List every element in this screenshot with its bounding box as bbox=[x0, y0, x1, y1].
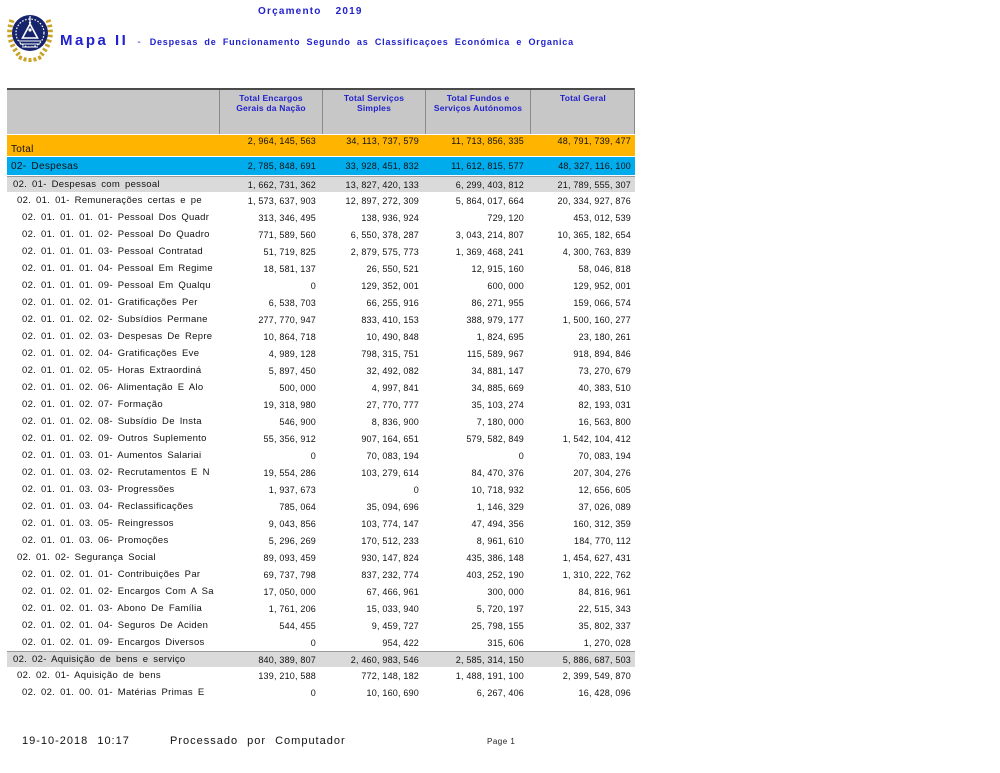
row-value: 6, 550, 378, 287 bbox=[350, 229, 419, 240]
column-header-encargos-gerais: Total Encargos Gerais da Nação bbox=[219, 90, 322, 134]
row-value: 771, 589, 560 bbox=[258, 229, 316, 240]
table-row bbox=[7, 430, 635, 447]
row-value: 129, 352, 001 bbox=[361, 280, 419, 291]
row-value: 84, 470, 376 bbox=[471, 467, 524, 478]
row-value: 2, 460, 983, 546 bbox=[350, 654, 419, 665]
row-value: 27, 770, 777 bbox=[366, 399, 419, 410]
row-value: 19, 318, 980 bbox=[263, 399, 316, 410]
row-value: 26, 550, 521 bbox=[366, 263, 419, 274]
table-row bbox=[7, 379, 635, 396]
map-subtitle: Despesas de Funcionamento Segundo as Classificaçoes Económica e Organica bbox=[149, 37, 574, 47]
row-label: 02. 01. 01. 02. 07- Formação bbox=[22, 399, 163, 410]
table-row bbox=[7, 396, 635, 413]
row-value: 207, 304, 276 bbox=[573, 467, 631, 478]
row-value: 12, 915, 160 bbox=[471, 263, 524, 274]
row-label: 02. 01. 01. 02. 02- Subsídios Permane bbox=[22, 314, 208, 325]
row-value: 546, 900 bbox=[279, 416, 316, 427]
row-value: 5, 720, 197 bbox=[476, 603, 524, 614]
row-value: 500, 000 bbox=[279, 382, 316, 393]
row-value: 300, 000 bbox=[487, 586, 524, 597]
row-value: 4, 997, 841 bbox=[371, 382, 419, 393]
row-value: 51, 719, 825 bbox=[263, 246, 316, 257]
row-label: 02. 01. 02. 01. 09- Encargos Diversos bbox=[22, 637, 205, 648]
row-value: 1, 310, 222, 762 bbox=[562, 569, 631, 580]
row-value: 25, 798, 155 bbox=[471, 620, 524, 631]
row-value: 785, 064 bbox=[279, 501, 316, 512]
row-value: 0 bbox=[310, 280, 316, 291]
row-label: 02. 02- Aquisição de bens e serviço bbox=[13, 654, 186, 665]
row-value: 10, 718, 932 bbox=[471, 484, 524, 495]
row-label: 02. 01- Despesas com pessoal bbox=[13, 179, 160, 190]
table-row bbox=[7, 549, 635, 566]
row-value: 10, 365, 182, 654 bbox=[557, 229, 631, 240]
table-row bbox=[7, 243, 635, 260]
row-value: 48, 327, 116, 100 bbox=[558, 161, 631, 171]
row-value: 22, 515, 343 bbox=[578, 603, 631, 614]
row-label: 02. 01. 01. 02. 08- Subsídio De Insta bbox=[22, 416, 202, 427]
row-value: 35, 802, 337 bbox=[578, 620, 631, 631]
row-value: 33, 928, 451, 832 bbox=[345, 161, 419, 171]
row-label: 02- Despesas bbox=[11, 160, 79, 172]
table-row bbox=[7, 413, 635, 430]
row-value: 798, 315, 751 bbox=[361, 348, 419, 359]
row-value: 32, 492, 082 bbox=[366, 365, 419, 376]
row-value: 2, 585, 314, 150 bbox=[455, 654, 524, 665]
row-value: 34, 881, 147 bbox=[471, 365, 524, 376]
table-row bbox=[7, 447, 635, 464]
row-label: 02. 01. 01. 03. 02- Recrutamentos E N bbox=[22, 467, 210, 478]
budget-table bbox=[7, 88, 635, 701]
row-value: 1, 937, 673 bbox=[268, 484, 316, 495]
document-title-text: Orçamento bbox=[258, 6, 322, 17]
row-value: 2, 964, 145, 563 bbox=[247, 136, 316, 146]
row-value: 3, 043, 214, 807 bbox=[455, 229, 524, 240]
row-value: 313, 346, 495 bbox=[258, 212, 316, 223]
row-label: 02. 01. 01. 02. 06- Alimentação E Alo bbox=[22, 382, 204, 393]
row-value: 1, 488, 191, 100 bbox=[455, 670, 524, 681]
row-value: 8, 961, 610 bbox=[476, 535, 524, 546]
row-value: 40, 383, 510 bbox=[578, 382, 631, 393]
row-value: 1, 146, 329 bbox=[476, 501, 524, 512]
row-value: 315, 606 bbox=[487, 637, 524, 648]
table-row bbox=[7, 515, 635, 532]
row-value: 544, 455 bbox=[279, 620, 316, 631]
document-year: 2019 bbox=[335, 6, 363, 17]
row-label: 02. 02. 01. 00. 01- Matérias Primas E bbox=[22, 687, 205, 698]
table-row bbox=[7, 157, 635, 175]
table-row bbox=[7, 192, 635, 209]
row-label: 02. 01. 01. 03. 05- Reingressos bbox=[22, 518, 174, 529]
row-value: 47, 494, 356 bbox=[471, 518, 524, 529]
row-value: 403, 252, 190 bbox=[466, 569, 524, 580]
table-row bbox=[7, 634, 635, 651]
row-value: 13, 827, 420, 133 bbox=[345, 179, 419, 190]
row-value: 129, 952, 001 bbox=[573, 280, 631, 291]
row-value: 6, 299, 403, 812 bbox=[455, 179, 524, 190]
row-value: 17, 050, 000 bbox=[263, 586, 316, 597]
row-value: 170, 512, 233 bbox=[361, 535, 419, 546]
row-value: 34, 885, 669 bbox=[471, 382, 524, 393]
map-title: Mapa II bbox=[60, 32, 129, 49]
row-value: 833, 410, 153 bbox=[361, 314, 419, 325]
row-value: 89, 093, 459 bbox=[263, 552, 316, 563]
row-value: 67, 466, 961 bbox=[366, 586, 419, 597]
row-value: 70, 083, 194 bbox=[578, 450, 631, 461]
column-header-servicos-simples: Total Serviços Simples bbox=[322, 90, 425, 134]
row-value: 55, 356, 912 bbox=[263, 433, 316, 444]
row-value: 5, 886, 687, 503 bbox=[562, 654, 631, 665]
row-value: 35, 103, 274 bbox=[471, 399, 524, 410]
row-label: 02. 01. 01. 01. 01- Pessoal Dos Quadr bbox=[22, 212, 210, 223]
row-label: 02. 01. 02. 01. 04- Seguros De Aciden bbox=[22, 620, 209, 631]
table-row bbox=[7, 362, 635, 379]
row-label: Total bbox=[11, 144, 34, 155]
row-value: 1, 824, 695 bbox=[476, 331, 524, 342]
row-label: 02. 01. 02. 01. 02- Encargos Com A Sa bbox=[22, 586, 214, 597]
row-value: 1, 500, 160, 277 bbox=[562, 314, 631, 325]
row-value: 388, 979, 177 bbox=[466, 314, 524, 325]
row-value: 930, 147, 824 bbox=[361, 552, 419, 563]
table-row bbox=[7, 176, 635, 192]
row-value: 10, 490, 848 bbox=[366, 331, 419, 342]
row-value: 48, 791, 739, 477 bbox=[557, 136, 631, 146]
row-label: 02. 01. 01. 02. 04- Gratificações Eve bbox=[22, 348, 200, 359]
row-value: 84, 816, 961 bbox=[578, 586, 631, 597]
table-row bbox=[7, 294, 635, 311]
row-value: 2, 879, 575, 773 bbox=[350, 246, 419, 257]
label-column-header bbox=[7, 90, 219, 134]
row-value: 138, 936, 924 bbox=[361, 212, 419, 223]
row-value: 58, 046, 818 bbox=[578, 263, 631, 274]
page-footer bbox=[0, 735, 1000, 755]
table-row bbox=[7, 209, 635, 226]
row-label: 02. 01. 01. 02. 01- Gratificações Per bbox=[22, 297, 198, 308]
row-value: 15, 033, 940 bbox=[366, 603, 419, 614]
table-row bbox=[7, 464, 635, 481]
row-value: 20, 334, 927, 876 bbox=[557, 195, 631, 206]
row-value: 1, 270, 028 bbox=[583, 637, 631, 648]
row-label: 02. 01. 01. 02. 09- Outros Suplemento bbox=[22, 433, 207, 444]
table-row bbox=[7, 311, 635, 328]
row-value: 5, 296, 269 bbox=[268, 535, 316, 546]
row-value: 11, 713, 856, 335 bbox=[451, 136, 524, 146]
row-value: 115, 589, 967 bbox=[467, 348, 524, 359]
row-value: 840, 389, 807 bbox=[258, 654, 316, 665]
row-label: 02. 02. 01- Aquisição de bens bbox=[17, 670, 161, 681]
row-value: 2, 399, 549, 870 bbox=[562, 670, 631, 681]
row-value: 954, 422 bbox=[382, 637, 419, 648]
row-value: 5, 864, 017, 664 bbox=[455, 195, 524, 206]
row-value: 103, 279, 614 bbox=[361, 467, 419, 478]
row-label: 02. 01. 01. 02. 05- Horas Extraordiná bbox=[22, 365, 202, 376]
row-value: 9, 459, 727 bbox=[371, 620, 419, 631]
table-row bbox=[7, 277, 635, 294]
row-value: 86, 271, 955 bbox=[471, 297, 524, 308]
row-label: 02. 01. 01. 01. 04- Pessoal Em Regime bbox=[22, 263, 213, 274]
table-row bbox=[7, 260, 635, 277]
row-value: 1, 761, 206 bbox=[268, 603, 316, 614]
row-value: 9, 043, 856 bbox=[268, 518, 316, 529]
row-value: 0 bbox=[518, 450, 524, 461]
row-value: 16, 563, 800 bbox=[578, 416, 631, 427]
table-row bbox=[7, 684, 635, 701]
row-value: 160, 312, 359 bbox=[573, 518, 631, 529]
row-value: 66, 255, 916 bbox=[366, 297, 419, 308]
row-label: 02. 01. 01. 01. 02- Pessoal Do Quadro bbox=[22, 229, 210, 240]
row-label: 02. 01. 01- Remunerações certas e pe bbox=[17, 195, 202, 206]
table-header-row bbox=[7, 88, 635, 134]
row-value: 70, 083, 194 bbox=[366, 450, 419, 461]
row-value: 12, 656, 605 bbox=[578, 484, 631, 495]
row-value: 139, 210, 588 bbox=[258, 670, 316, 681]
row-value: 0 bbox=[310, 687, 316, 698]
row-value: 600, 000 bbox=[487, 280, 524, 291]
row-value: 11, 612, 815, 577 bbox=[451, 161, 524, 171]
row-label: 02. 01. 01. 03. 06- Promoções bbox=[22, 535, 169, 546]
row-label: 02. 01. 01. 03. 03- Progressões bbox=[22, 484, 175, 495]
table-row bbox=[7, 135, 635, 156]
table-row bbox=[7, 226, 635, 243]
row-value: 579, 582, 849 bbox=[466, 433, 524, 444]
row-value: 18, 581, 137 bbox=[263, 263, 316, 274]
row-value: 435, 386, 148 bbox=[466, 552, 524, 563]
row-value: 5, 897, 450 bbox=[268, 365, 316, 376]
table-row bbox=[7, 617, 635, 634]
row-value: 772, 148, 182 bbox=[361, 670, 419, 681]
row-value: 16, 428, 096 bbox=[578, 687, 631, 698]
table-body bbox=[7, 135, 635, 701]
row-value: 82, 193, 031 bbox=[578, 399, 631, 410]
row-value: 0 bbox=[310, 637, 316, 648]
row-value: 37, 026, 089 bbox=[578, 501, 631, 512]
row-value: 23, 180, 261 bbox=[578, 331, 631, 342]
map-heading bbox=[60, 32, 574, 49]
column-header-total-geral: Total Geral bbox=[530, 90, 635, 134]
row-label: 02. 01. 02. 01. 01- Contribuições Par bbox=[22, 569, 201, 580]
row-value: 34, 113, 737, 579 bbox=[346, 136, 419, 146]
title-separator: - bbox=[137, 37, 141, 48]
row-value: 6, 538, 703 bbox=[268, 297, 316, 308]
table-row bbox=[7, 651, 635, 667]
row-value: 1, 369, 468, 241 bbox=[455, 246, 524, 257]
row-value: 10, 864, 718 bbox=[263, 331, 316, 342]
row-label: 02. 01. 01. 03. 04- Reclassificações bbox=[22, 501, 194, 512]
row-value: 69, 737, 798 bbox=[263, 569, 316, 580]
row-value: 918, 894, 846 bbox=[573, 348, 631, 359]
row-value: 103, 774, 147 bbox=[361, 518, 419, 529]
table-row bbox=[7, 498, 635, 515]
table-row bbox=[7, 481, 635, 498]
table-row bbox=[7, 566, 635, 583]
row-value: 729, 120 bbox=[487, 212, 524, 223]
row-value: 6, 267, 406 bbox=[476, 687, 524, 698]
row-value: 73, 270, 679 bbox=[578, 365, 631, 376]
row-value: 277, 770, 947 bbox=[258, 314, 316, 325]
row-value: 8, 836, 900 bbox=[371, 416, 419, 427]
table-row bbox=[7, 667, 635, 684]
row-value: 453, 012, 539 bbox=[573, 212, 631, 223]
row-value: 1, 542, 104, 412 bbox=[562, 433, 631, 444]
table-row bbox=[7, 532, 635, 549]
row-value: 907, 164, 651 bbox=[361, 433, 419, 444]
row-value: 1, 662, 731, 362 bbox=[247, 179, 316, 190]
page-number: Page 1 bbox=[487, 737, 516, 746]
row-value: 21, 789, 555, 307 bbox=[557, 179, 631, 190]
row-value: 4, 300, 763, 839 bbox=[562, 246, 631, 257]
row-value: 184, 770, 112 bbox=[574, 535, 631, 546]
row-value: 7, 180, 000 bbox=[476, 416, 524, 427]
row-value: 1, 454, 627, 431 bbox=[562, 552, 631, 563]
table-row bbox=[7, 328, 635, 345]
row-value: 4, 989, 128 bbox=[268, 348, 316, 359]
row-value: 10, 160, 690 bbox=[366, 687, 419, 698]
row-value: 0 bbox=[310, 450, 316, 461]
row-value: 159, 066, 574 bbox=[573, 297, 631, 308]
row-value: 12, 897, 272, 309 bbox=[345, 195, 419, 206]
document-title bbox=[258, 6, 363, 17]
row-value: 1, 573, 637, 903 bbox=[247, 195, 316, 206]
cape-verde-emblem-logo bbox=[4, 6, 56, 64]
row-label: 02. 01. 02. 01. 03- Abono De Família bbox=[22, 603, 203, 614]
row-label: 02. 01. 02- Segurança Social bbox=[17, 552, 156, 563]
table-row bbox=[7, 583, 635, 600]
column-header-fundos-servicos: Total Fundos e Serviços Autónomos bbox=[425, 90, 530, 134]
row-value: 19, 554, 286 bbox=[263, 467, 316, 478]
table-row bbox=[7, 345, 635, 362]
row-value: 0 bbox=[413, 484, 419, 495]
row-value: 35, 094, 696 bbox=[366, 501, 419, 512]
row-value: 837, 232, 774 bbox=[361, 569, 419, 580]
footer-datetime: 19-10-2018 10:17 bbox=[22, 735, 130, 747]
footer-processed-by: Processado por Computador bbox=[170, 735, 346, 747]
row-value: 2, 785, 848, 691 bbox=[247, 161, 316, 171]
row-label: 02. 01. 01. 02. 03- Despesas De Repre bbox=[22, 331, 213, 342]
row-label: 02. 01. 01. 03. 01- Aumentos Salariai bbox=[22, 450, 202, 461]
table-row bbox=[7, 600, 635, 617]
row-label: 02. 01. 01. 01. 09- Pessoal Em Qualqu bbox=[22, 280, 211, 291]
row-label: 02. 01. 01. 01. 03- Pessoal Contratad bbox=[22, 246, 204, 257]
